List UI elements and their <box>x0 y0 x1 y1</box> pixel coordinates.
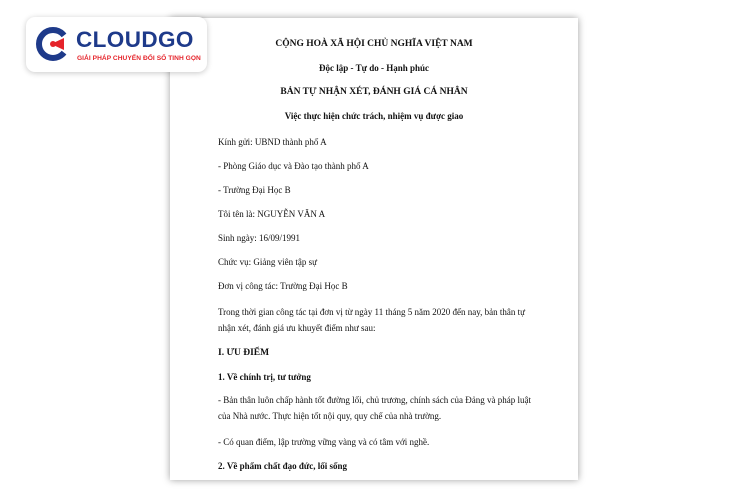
recipient-dept: - Phòng Giáo dục và Đào tạo thành phố A <box>218 161 369 171</box>
unit-line: Đơn vị công tác: Trường Đại Học B <box>218 281 348 291</box>
document-page <box>170 18 578 480</box>
intro-paragraph: Trong thời gian công tác tại đơn vị từ ngày 11 tháng 5 năm 2020 đến nay, bản thân tự nhận xét, đánh giá ưu khuyết điểm như sau: <box>218 307 525 333</box>
paragraph: - Bản thân luôn chấp hành tốt đường lối, chủ trương, chính sách của Đảng và pháp luật của Nhà nước. Thực hiện tốt nội quy, quy chế của nhà trường. <box>218 395 531 421</box>
brand-tagline: GIẢI PHÁP CHUYỂN ĐỔI SỐ TINH GỌN <box>77 55 201 62</box>
dob-line: Sinh ngày: 16/09/1991 <box>218 233 301 243</box>
cloudgo-logo-icon <box>35 26 71 62</box>
name-line: Tôi tên là: NGUYỄN VĂN A <box>218 209 326 219</box>
subsection-heading: 2. Về phẩm chất đạo đức, lối sống <box>218 461 348 471</box>
paragraph: - Có quan điểm, lập trường vững vàng và có tâm với nghề. <box>218 437 430 447</box>
national-title: CỘNG HOÀ XÃ HỘI CHỦ NGHĨA VIỆT NAM <box>275 39 473 49</box>
brand-name: CLOUDGO <box>76 27 194 52</box>
recipient-school: - Trường Đại Học B <box>218 185 291 195</box>
document-subtitle: Việc thực hiện chức trách, nhiệm vụ được giao <box>284 111 464 121</box>
cloudgo-logo <box>26 17 207 72</box>
recipient: Kính gửi: UBND thành phố A <box>218 137 327 147</box>
subsection-heading: 1. Về chính trị, tư tưởng <box>218 372 311 382</box>
document-title: BẢN TỰ NHẬN XÉT, ĐÁNH GIÁ CÁ NHÂN <box>280 87 468 97</box>
position-line: Chức vụ: Giảng viên tập sự <box>218 257 317 267</box>
motto: Độc lập - Tự do - Hạnh phúc <box>318 63 429 73</box>
section-heading: I. ƯU ĐIỂM <box>218 348 270 358</box>
